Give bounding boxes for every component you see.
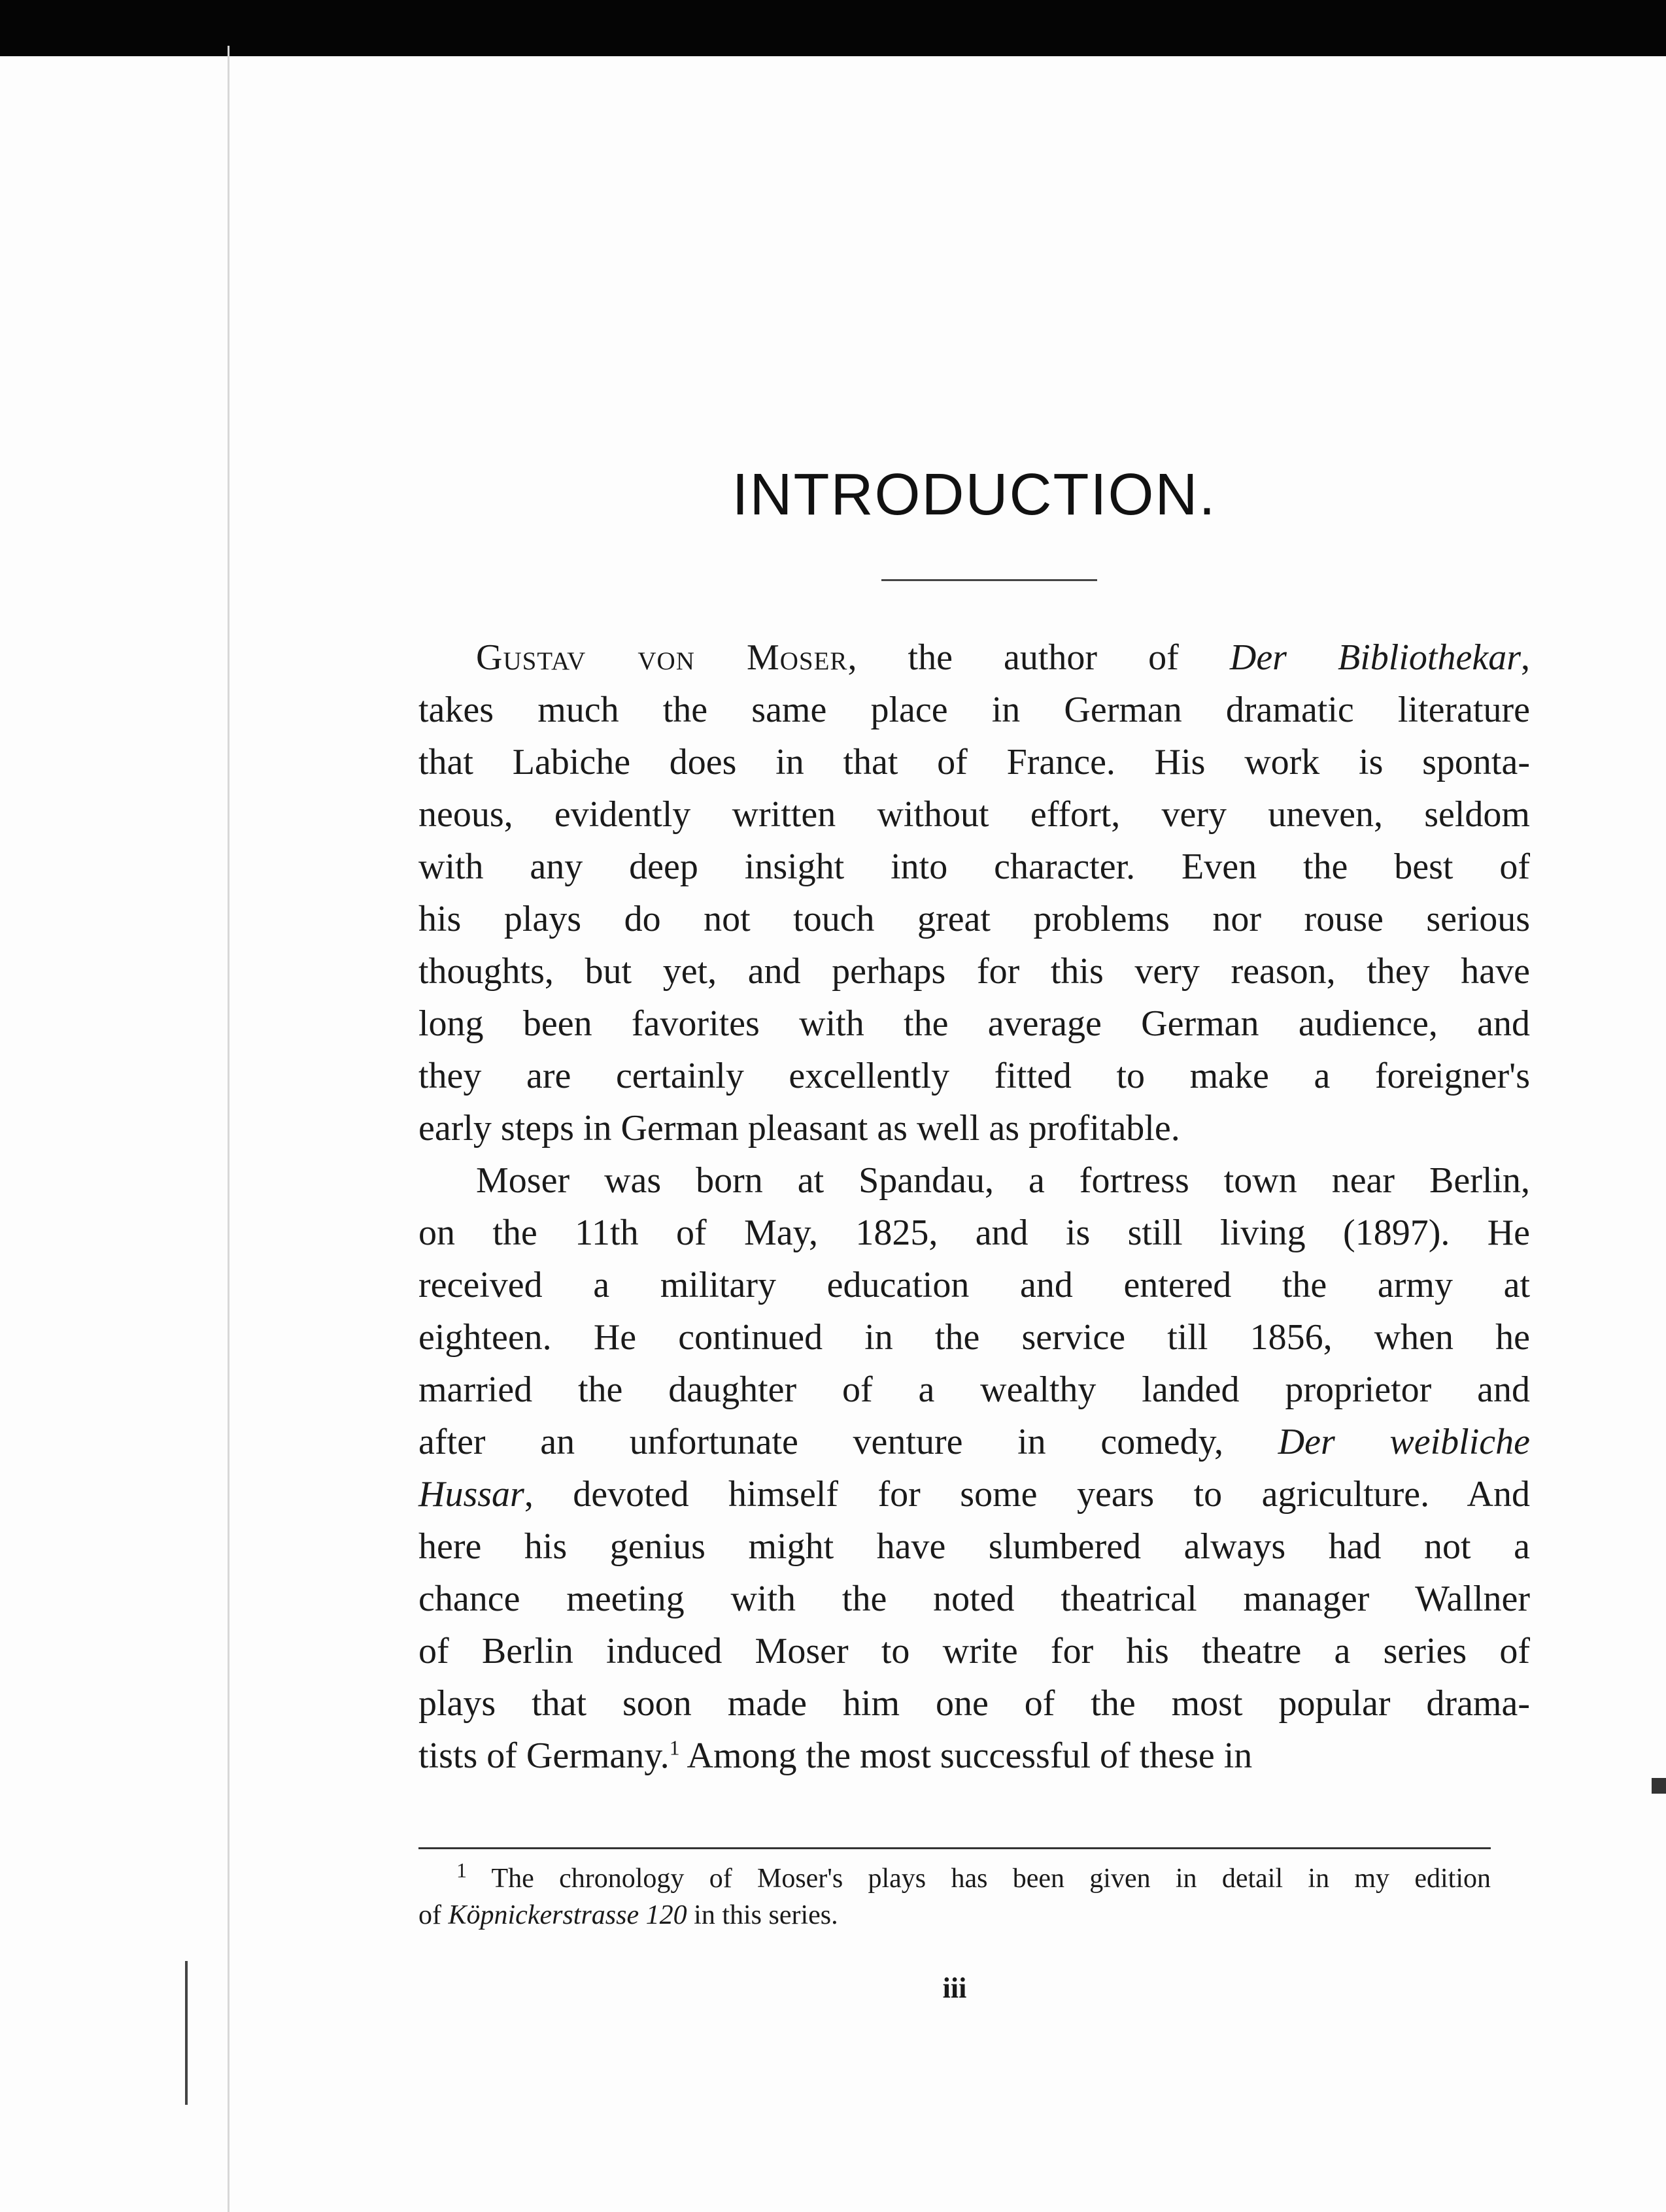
text-segment: his plays do not touch great problems nor rouse serious bbox=[418, 899, 1530, 939]
text-segment: after an unfortunate venture in comedy, bbox=[418, 1422, 1278, 1462]
text-line bbox=[418, 1154, 1530, 1207]
text-line bbox=[418, 684, 1530, 736]
footnote bbox=[418, 1860, 1491, 1934]
page-title: INTRODUCTION. bbox=[732, 462, 1217, 528]
text-segment: , the author of bbox=[847, 637, 1230, 678]
text-line bbox=[418, 1050, 1530, 1102]
text-segment: here his genius might have slumbered always had not a bbox=[418, 1526, 1530, 1567]
text-segment: thoughts, but yet, and perhaps for this very reason, they have bbox=[418, 951, 1530, 992]
paragraph bbox=[418, 631, 1530, 1154]
page-fold-line bbox=[228, 46, 230, 2212]
footnote-rule bbox=[418, 1847, 1491, 1849]
text-segment: Der weibliche bbox=[1278, 1422, 1531, 1462]
text-line bbox=[418, 893, 1530, 945]
title-rule bbox=[881, 579, 1097, 581]
text-segment: in this series. bbox=[687, 1900, 838, 1930]
text-segment: The chronology of Moser's plays has been given in detail in my edition bbox=[467, 1864, 1491, 1894]
text-segment: Köpnickerstrasse 120 bbox=[448, 1900, 687, 1930]
text-line bbox=[418, 1102, 1530, 1154]
text-segment: neous, evidently written without effort, very uneven, seldom bbox=[418, 794, 1530, 835]
text-line bbox=[418, 1207, 1530, 1259]
text-segment: takes much the same place in German dramatic literature bbox=[418, 690, 1530, 730]
body-text bbox=[418, 631, 1530, 1782]
text-segment: with any deep insight into character. Even the best of bbox=[418, 846, 1530, 887]
scan-margin-mark bbox=[185, 1961, 188, 2105]
text-line bbox=[418, 1625, 1530, 1677]
text-line bbox=[418, 945, 1530, 997]
text-line bbox=[418, 788, 1530, 841]
paragraph bbox=[418, 1154, 1530, 1782]
scan-top-border bbox=[0, 0, 1666, 56]
text-segment: of Berlin induced Moser to write for his theatre a series of bbox=[418, 1631, 1530, 1671]
book-page bbox=[418, 56, 1530, 2148]
footnote-marker: 1 bbox=[456, 1858, 467, 1882]
footnote-marker: 1 bbox=[669, 1735, 680, 1760]
text-segment: Moser was born at Spandau, a fortress town near Berlin, bbox=[476, 1160, 1530, 1201]
text-segment: Among the most successful of these in bbox=[679, 1735, 1253, 1776]
text-segment: received a military education and entered the army at bbox=[418, 1265, 1530, 1305]
text-segment: early steps in German pleasant as well as profitable. bbox=[418, 1108, 1180, 1148]
text-segment: Gustav von Moser bbox=[476, 637, 848, 678]
text-segment: long been favorites with the average German audience, and bbox=[418, 1003, 1530, 1044]
scan-edge-mark bbox=[1652, 1778, 1666, 1794]
text-line bbox=[418, 1730, 1530, 1782]
text-segment: they are certainly excellently fitted to make a foreigner's bbox=[418, 1056, 1530, 1096]
text-line bbox=[418, 1897, 1491, 1934]
text-line bbox=[418, 1860, 1491, 1897]
text-segment: that Labiche does in that of France. His work is sponta- bbox=[418, 742, 1530, 782]
text-segment: tists of Germany. bbox=[418, 1735, 670, 1776]
text-line bbox=[418, 1520, 1530, 1573]
text-line bbox=[418, 1416, 1530, 1468]
text-line bbox=[418, 1364, 1530, 1416]
text-line bbox=[418, 1259, 1530, 1311]
text-line bbox=[418, 841, 1530, 893]
text-line bbox=[418, 631, 1530, 684]
text-segment: Hussar bbox=[418, 1474, 524, 1515]
text-line bbox=[418, 1573, 1530, 1625]
text-segment: plays that soon made him one of the most popular drama- bbox=[418, 1683, 1530, 1724]
text-line bbox=[418, 1311, 1530, 1364]
text-segment: Der Bibliothekar bbox=[1229, 637, 1521, 678]
text-segment: chance meeting with the noted theatrical manager Wallner bbox=[418, 1579, 1530, 1619]
text-segment: on the 11th of May, 1825, and is still living (1897). He bbox=[418, 1213, 1530, 1253]
text-segment: , bbox=[1521, 637, 1530, 678]
text-segment: eighteen. He continued in the service till 1856, when he bbox=[418, 1317, 1530, 1358]
text-segment: of bbox=[418, 1900, 449, 1930]
text-line bbox=[418, 997, 1530, 1050]
page-number: iii bbox=[942, 1972, 967, 2004]
text-line bbox=[418, 1677, 1530, 1730]
text-segment: , devoted himself for some years to agriculture. And bbox=[524, 1474, 1530, 1515]
text-line bbox=[418, 1468, 1530, 1520]
text-segment: married the daughter of a wealthy landed proprietor and bbox=[418, 1369, 1530, 1410]
text-line bbox=[418, 736, 1530, 788]
